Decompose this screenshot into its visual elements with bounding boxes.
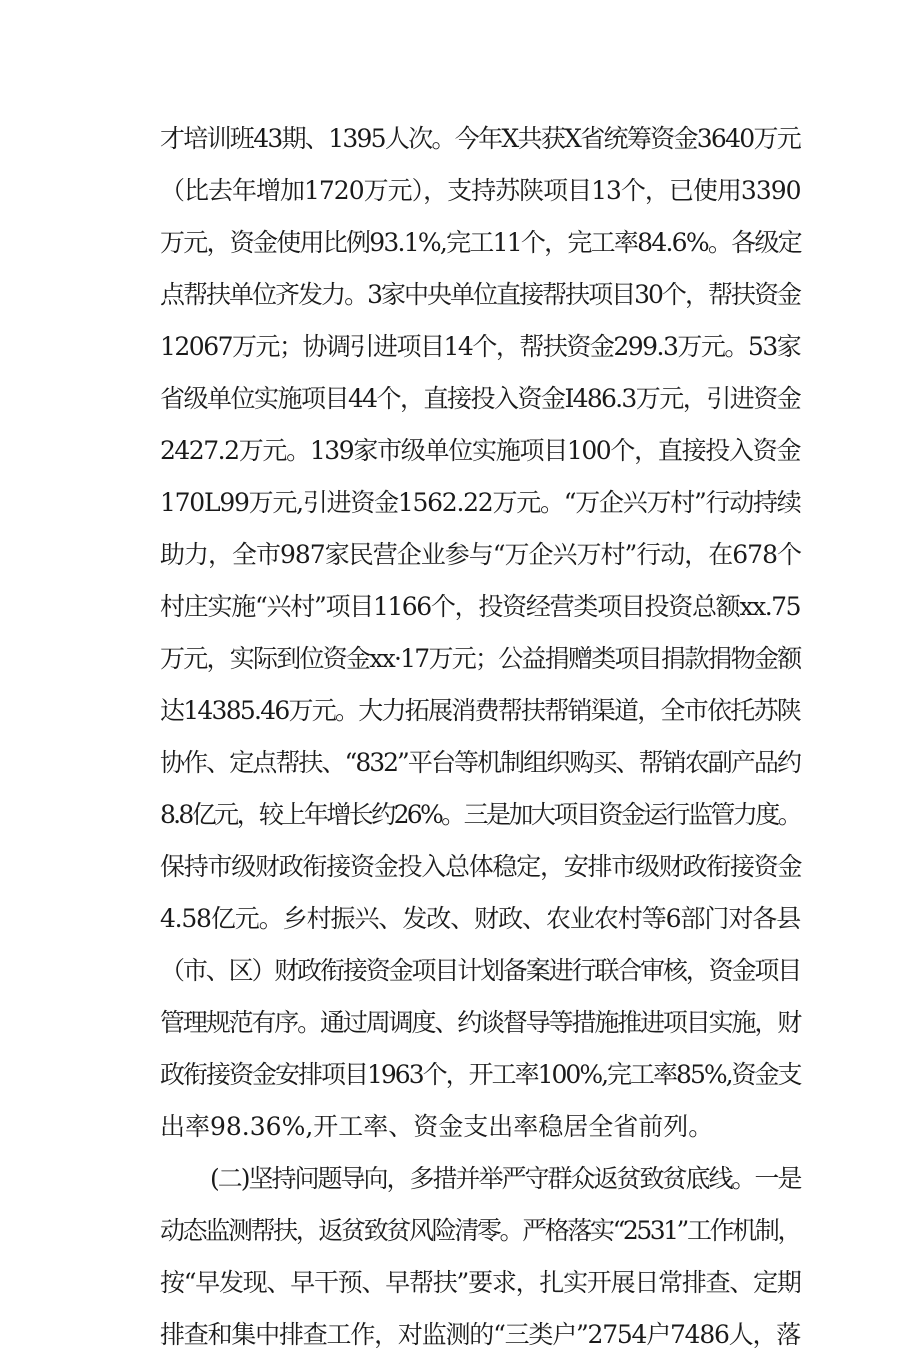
text-line: 万元，实际到位资金xx·17万元；公益捐赠类项目捐款捐物金额 <box>160 644 801 673</box>
paragraph-1 <box>160 113 800 1153</box>
text-line: 协作、定点帮扶、“832”平台等机制组织购买、帮销农副产品约 <box>160 748 800 777</box>
text-line: 2427.2万元。139家市级单位实施项目100个，直接投入资金 <box>160 436 800 465</box>
text-line: 点帮扶单位齐发力。3家中央单位直接帮扶项目30个，帮扶资金 <box>160 280 800 309</box>
text-line: 才培训班43期、1395人次。今年X共获X省统筹资金3640万元 <box>160 124 800 153</box>
section-heading-line: (二)坚持问题导向，多措并举严守群众返贫致贫底线。一是 <box>210 1164 801 1193</box>
text-line: （比去年增加1720万元），支持苏陕项目13个，已使用3390 <box>160 176 801 205</box>
text-line: 8.8亿元，较上年增长约26%。三是加大项目资金运行监管力度。 <box>160 800 800 829</box>
text-line: 动态监测帮扶，返贫致贫风险清零。严格落实“2531”工作机制， <box>160 1216 800 1245</box>
text-line: （市、区）财政衔接资金项目计划备案进行联合审核，资金项目 <box>160 956 800 985</box>
text-line: 万元，资金使用比例93.1%,完工11个，完工率84.6%。各级定 <box>160 228 801 257</box>
text-line: 170L99万元,引进资金1562.22万元。“万企兴万村”行动持续 <box>160 488 801 517</box>
text-line: 4.58亿元。乡村振兴、发改、财政、农业农村等6部门对各县 <box>160 904 800 933</box>
body-text <box>160 113 800 1361</box>
text-line: 达14385.46万元。大力拓展消费帮扶帮销渠道，全市依托苏陕 <box>160 696 801 725</box>
text-line: 政衔接资金安排项目1963个，开工率100%,完工率85%,资金支 <box>160 1060 801 1089</box>
text-line: 12067万元；协调引进项目14个，帮扶资金299.3万元。53家 <box>160 332 801 361</box>
paragraph-2 <box>160 1153 800 1361</box>
text-line: 管理规范有序。通过周调度、约谈督导等措施推进项目实施，财 <box>160 1008 800 1037</box>
text-line: 排查和集中排查工作，对监测的“三类户”2754户7486人，落 <box>160 1320 800 1349</box>
text-line: 按“早发现、早干预、早帮扶”要求，扎实开展日常排查、定期 <box>160 1268 801 1297</box>
text-line: 出率98.36%,开工率、资金支出率稳居全省前列。 <box>160 1112 714 1141</box>
text-line: 助力，全市987家民营企业参与“万企兴万村”行动，在678个 <box>160 540 801 569</box>
text-line: 保持市级财政衔接资金投入总体稳定，安排市级财政衔接资金 <box>160 852 802 881</box>
text-line: 省级单位实施项目44个，直接投入资金I486.3万元，引进资金 <box>160 384 800 413</box>
text-line: 村庄实施“兴村”项目1166个，投资经营类项目投资总额xx.75 <box>160 592 800 621</box>
